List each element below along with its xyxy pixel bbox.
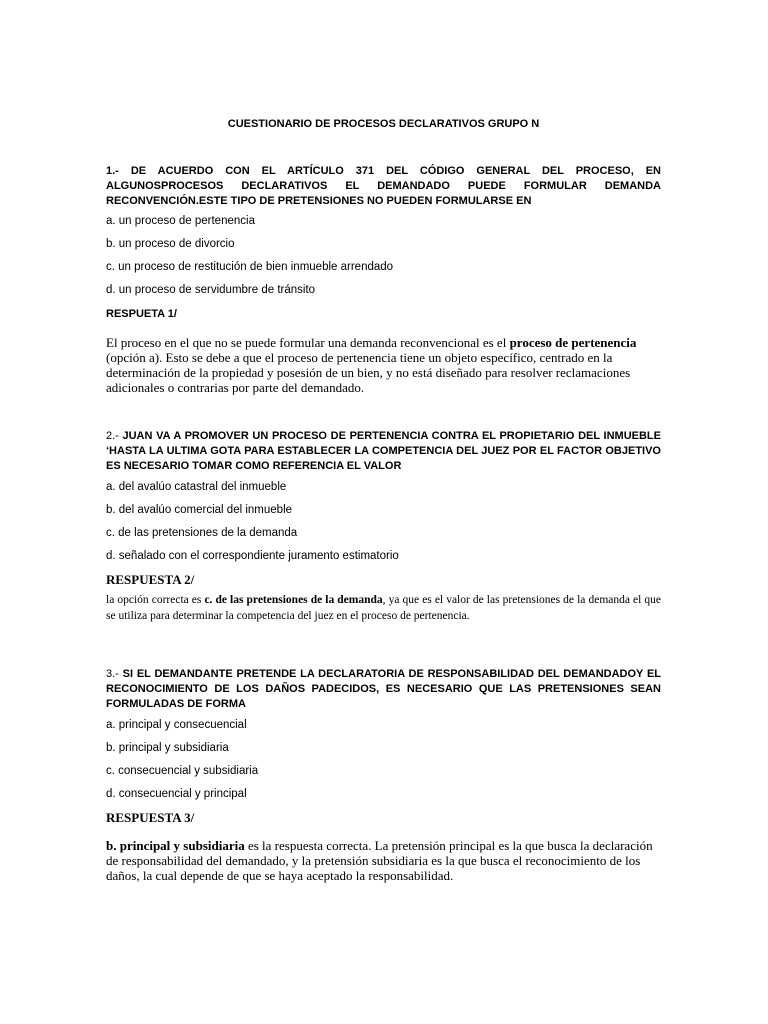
answer-text: la opción correcta es (106, 594, 205, 606)
question-text: SI EL DEMANDANTE PRETENDE LA DECLARATORIA DE RESPONSABILIDAD DEL DEMANDADOY EL RECONOCIMIENTO DE LOS DAÑOS PADECIDOS, ES NECESARIO QUE LAS PRETENSIONES SEAN FORMULADAS DE FORMA (106, 668, 662, 710)
answer-highlight: b. principal y subsidiaria (106, 838, 245, 853)
question-number: 3.- (106, 668, 119, 680)
question-number: 1.- (106, 165, 119, 177)
answer-text: El proceso en el que no se puede formular una demanda reconvencional es el (106, 335, 510, 350)
q2-answer (106, 593, 661, 624)
question-text: JUAN VA A PROMOVER UN PROCESO DE PERTENENCIA CONTRA EL PROPIETARIO DEL INMUEBLE ‘HASTA LA ULTIMA GOTA PARA ESTABLECER LA COMPETENCIA DEL JUEZ POR EL FACTOR OBJETIVO ES NECESARIO TOMAR COMO REFERENCIA EL VALOR (106, 430, 661, 472)
question-number: 2.- (106, 430, 119, 442)
answer-text: es la respuesta correcta. La pretensión principal es la que busca la declaración de responsabilidad del demandado, y la pretensión subsidiaria es la que busca el reconocimiento de los daños, la cual depende de que se haya aceptado la responsabilidad. (106, 838, 653, 883)
document-title: CUESTIONARIO DE PROCESOS DECLARATIVOS GRUPO N (227, 118, 540, 130)
q1-answer (106, 335, 661, 395)
q1-option-d: d. un proceso de servidumbre de tránsito (106, 284, 316, 296)
answer-text: (opción a). Esto se debe a que el proceso de pertenencia tiene un objeto específico, centrado en la determinación de la propiedad y posesión de un bien, y no está diseñado para resolver reclamaciones adicionales o contrarias por parte del demandado. (106, 350, 631, 395)
answer-highlight: proceso de pertenencia (509, 335, 637, 350)
q3-option-d: d. consecuencial y principal (106, 788, 247, 800)
q3-option-a: a. principal y consecuencial (106, 719, 247, 731)
q2-option-b: b. del avalúo comercial del inmueble (106, 504, 293, 516)
q2-response-label: RESPUESTA 2/ (106, 572, 195, 587)
answer-text: , ya que es el valor de las pretensiones de la demanda el que se utiliza para determinar la competencia del juez en el proceso de pertenencia. (106, 594, 661, 622)
question-1 (106, 164, 661, 209)
question-2 (106, 429, 661, 474)
q1-option-a: a. un proceso de pertenencia (106, 215, 255, 227)
question-text: DE ACUERDO CON EL ARTÍCULO 371 DEL CÓDIGO GENERAL DEL PROCESO, EN ALGUNOSPROCESOS DECLARATIVOS EL DEMANDADO PUEDE FORMULAR DEMANDA RECONVENCIÓN.ESTE TIPO DE PRETENSIONES NO PUEDEN FORMULARSE EN (106, 165, 662, 207)
q1-option-c: c. un proceso de restitución de bien inmueble arrendado (106, 261, 394, 273)
q2-option-a: a. del avalúo catastral del inmueble (106, 481, 287, 493)
q2-option-d: d. señalado con el correspondiente juramento estimatorio (106, 550, 399, 562)
question-3 (106, 667, 661, 712)
q3-response-label: RESPUESTA 3/ (106, 810, 195, 825)
q3-answer (106, 838, 661, 883)
answer-highlight: c. de las pretensiones de la demanda (204, 594, 383, 606)
q3-option-c: c. consecuencial y subsidiaria (106, 765, 259, 777)
q2-option-c: c. de las pretensiones de la demanda (106, 527, 298, 539)
q1-option-b: b. un proceso de divorcio (106, 238, 235, 250)
q3-option-b: b. principal y subsidiaria (106, 742, 229, 754)
q1-response-label: RESPUETA 1/ (106, 308, 177, 320)
